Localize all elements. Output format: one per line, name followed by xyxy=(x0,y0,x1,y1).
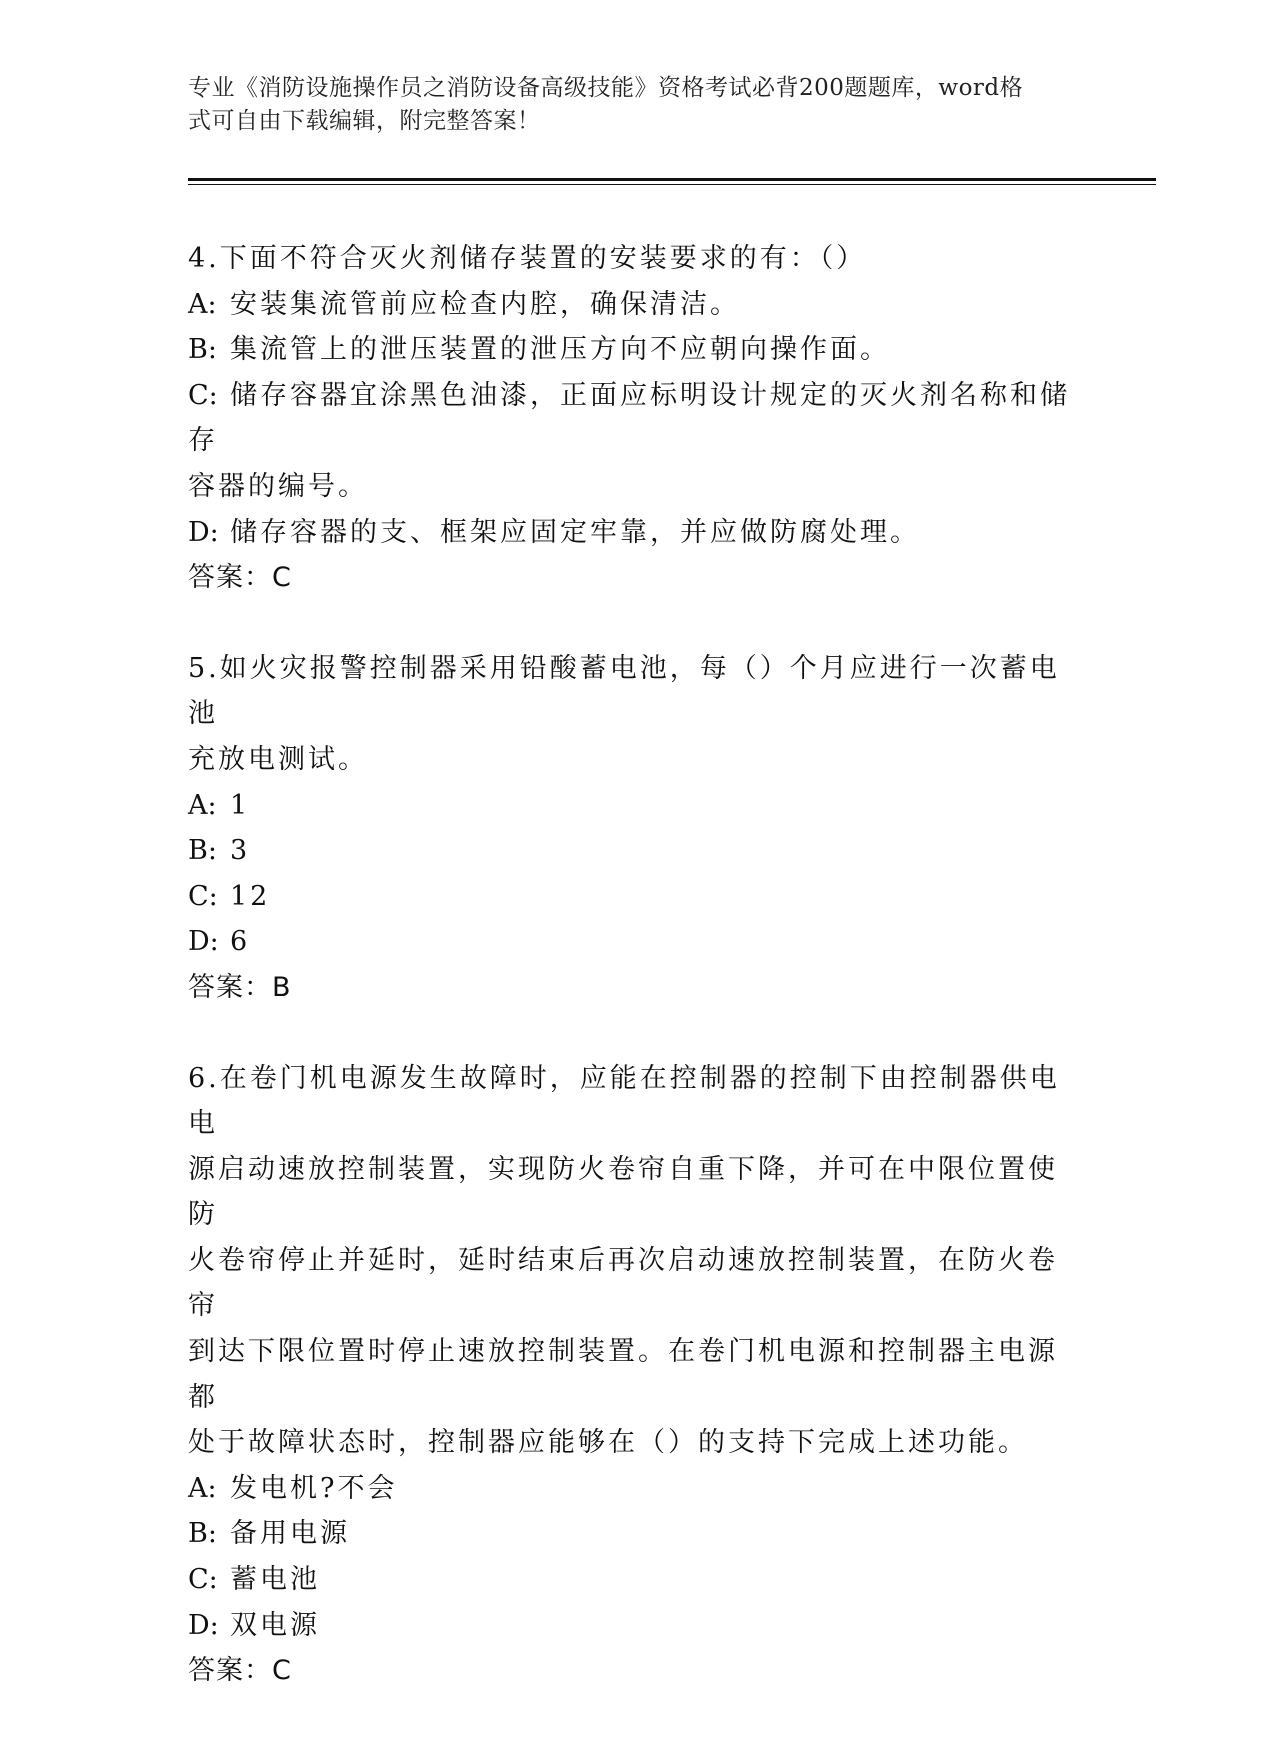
option-label: B: xyxy=(188,835,217,867)
question-6 xyxy=(188,1056,1078,1694)
question-stem-continued: 源启动速放控制装置，实现防火卷帘自重下降，并可在中限位置使防 xyxy=(188,1153,1058,1231)
option-label: D: xyxy=(188,1609,219,1641)
option-d xyxy=(188,919,1078,965)
option-d xyxy=(188,1603,1078,1649)
option-text: 3 xyxy=(230,835,251,867)
option-label: A: xyxy=(188,1472,217,1504)
question-stem-continued: 充放电测试。 xyxy=(188,743,368,775)
header-divider-thin xyxy=(188,184,1156,185)
question-list xyxy=(188,236,1078,1739)
document-header xyxy=(188,72,1068,138)
option-text-continued: 容器的编号。 xyxy=(188,470,368,502)
option-a xyxy=(188,783,1078,829)
option-label: C: xyxy=(188,379,218,411)
option-text: 储存容器的支、框架应固定牢靠，并应做防腐处理。 xyxy=(230,516,920,548)
option-label: B: xyxy=(188,334,217,366)
option-label: A: xyxy=(188,789,217,821)
option-text: 6 xyxy=(230,926,251,958)
question-4 xyxy=(188,236,1078,601)
option-c xyxy=(188,1557,1078,1603)
option-text: 集流管上的泄压装置的泄压方向不应朝向操作面。 xyxy=(230,334,890,366)
option-text: 备用电源 xyxy=(230,1518,350,1550)
question-stem: 6.在卷门机电源发生故障时，应能在控制器的控制下由控制器供电电 xyxy=(188,1062,1060,1140)
option-label: D: xyxy=(188,516,219,548)
question-stem-continued: 处于故障状态时，控制器应能够在（）的支持下完成上述功能。 xyxy=(188,1427,1028,1459)
option-text: 双电源 xyxy=(230,1609,320,1641)
option-b xyxy=(188,1511,1078,1557)
header-divider-thick xyxy=(188,178,1156,181)
answer-text: 答案：C xyxy=(188,1655,292,1687)
option-d xyxy=(188,510,1078,556)
option-c xyxy=(188,373,1078,510)
option-text: 储存容器宜涂黑色油漆，正面应标明设计规定的灭火剂名称和储存 xyxy=(188,379,1070,457)
option-b xyxy=(188,828,1078,874)
option-text: 1 xyxy=(230,789,251,821)
option-label: D: xyxy=(188,926,219,958)
option-text: 发电机?不会 xyxy=(230,1472,398,1504)
option-a xyxy=(188,282,1078,328)
option-a xyxy=(188,1466,1078,1512)
option-b xyxy=(188,327,1078,373)
question-stem: 4.下面不符合灭火剂储存装置的安装要求的有：（） xyxy=(188,243,867,274)
header-line-2: 式可自由下载编辑，附完整答案！ xyxy=(188,108,541,134)
answer-text: 答案：C xyxy=(188,562,292,594)
question-stem: 5.如火灾报警控制器采用铅酸蓄电池，每（）个月应进行一次蓄电池 xyxy=(188,652,1060,730)
option-label: B: xyxy=(188,1518,217,1550)
option-label: C: xyxy=(188,880,218,912)
option-text: 12 xyxy=(230,880,271,912)
answer-text: 答案：B xyxy=(188,971,292,1003)
option-text: 蓄电池 xyxy=(230,1564,320,1596)
option-label: C: xyxy=(188,1564,218,1596)
question-stem-continued: 火卷帘停止并延时，延时结束后再次启动速放控制装置，在防火卷帘 xyxy=(188,1244,1058,1322)
question-stem-continued: 到达下限位置时停止速放控制装置。在卷门机电源和控制器主电源都 xyxy=(188,1336,1058,1413)
option-text: 安装集流管前应检查内腔，确保清洁。 xyxy=(230,288,740,320)
question-5 xyxy=(188,646,1078,1011)
header-line-1: 专业《消防设施操作员之消防设备高级技能》资格考试必背200题题库，word格 xyxy=(188,75,1024,101)
option-c xyxy=(188,874,1078,920)
option-label: A: xyxy=(188,288,217,320)
